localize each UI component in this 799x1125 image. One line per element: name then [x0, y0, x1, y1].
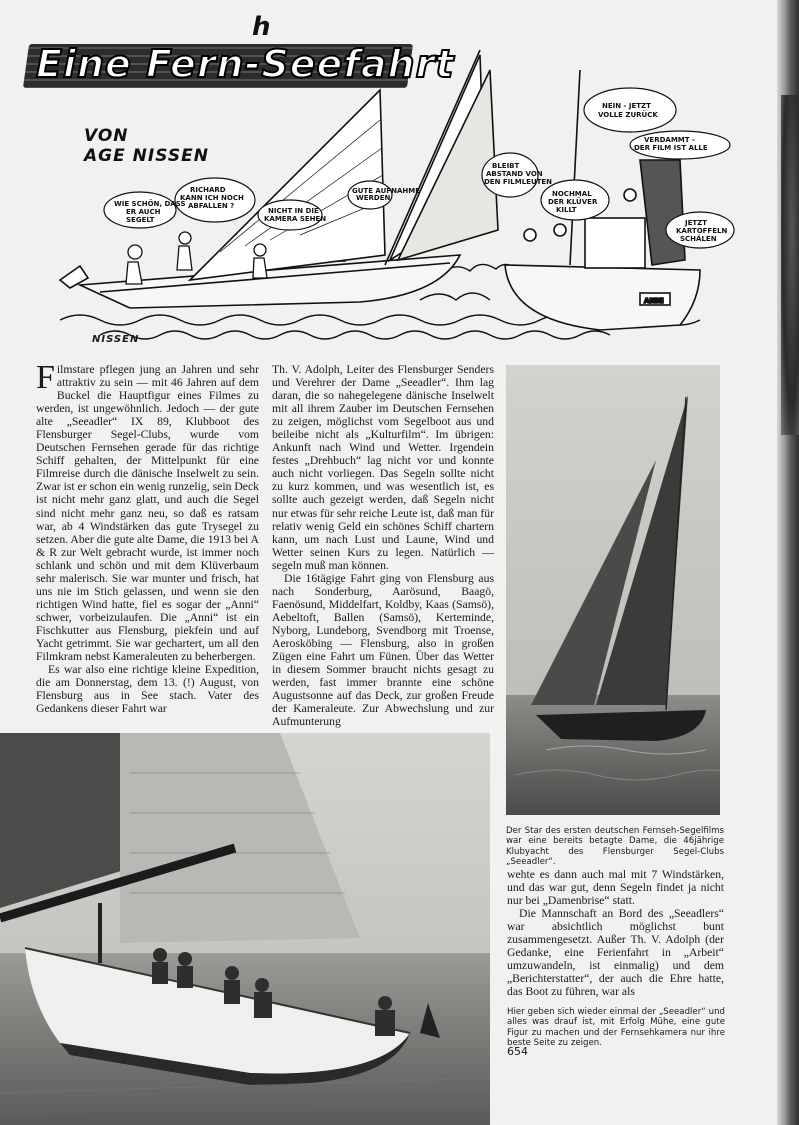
drop-cap: F: [36, 359, 55, 396]
paragraph: Die Mannschaft an Bord des „Seeadlers“ war absichtlich möglichst bunt zusammengesetzt. Außer Th. V. Adolph (der Gedanke, eine Ferienfahrt in „Arbeit“ umzuwandeln, ist einmalig) und dem „Berichterstatter“, der auch die Ehre hatte, das Boot zu führen, war als: [507, 907, 724, 999]
byline-von: VON: [84, 126, 129, 146]
paragraph: [36, 359, 259, 664]
cartoon-illustration: [40, 30, 740, 350]
svg-text:GUTE AUFNAHMEWERDEN: GUTE AUFNAHME WERDEN: [352, 187, 420, 202]
article-column-3: [507, 868, 724, 998]
paragraph: Es war also eine richtige kleine Expedition, die am Donnerstag, dem 13. (!) August, von Flensburg aus in See stach. Vater des Gedankens dieser Fahrt war: [36, 663, 259, 716]
page-number: 654: [507, 1045, 528, 1058]
svg-text:RICHARDKANN ICH NOCHABFALLEN ?: RICHARD KANN ICH NOCH ABFALLEN ?: [180, 186, 244, 210]
title-correction-letter: h: [252, 12, 271, 42]
photo-caption-1: Der Star des ersten deutschen Fernseh-Segelfilms war eine bereits betagte Dame, die 46jährige Klubyacht des Flensburger Segel-Clubs „Seeadler“.: [506, 826, 724, 868]
svg-text:VERDAMMT -DER FILM IST ALLE: VERDAMMT -DER FILM IST ALLE: [634, 136, 708, 152]
paragraph: wehte es dann auch mal mit 7 Windstärken, und das war gut, denn Segeln findet ja nicht nur bei „Damenbrise“ statt.: [507, 868, 724, 908]
cartoon-signature: NISSEN: [92, 334, 140, 345]
svg-text:NICHT IN DIEKAMERA SEHEN: NICHT IN DIE KAMERA SEHEN: [264, 207, 327, 223]
paragraph-text: ilmstare pflegen jung an Jahren und sehr attraktiv zu sein — mit 46 Jahren auf dem Buckel die Hauptfigur eines Filmes zu werden, ist ungewöhnlich. Jedoch — der gute alte „Seeadler“ IX 89, Klubboot des Flensburger Segel-Clubs, wurde vom Deutschen Fernsehen gerade für das richtige Schiff gehalten, der Mittelpunkt für eine Filmreise durch die dänische Inselwelt zu sein. Zwar ist er schon ein wenig runzelig, sein Deck ist nicht mehr ganz glatt, und auch die Segel sind nicht mehr ganz neu, so daß es ratsam war, ab 4 Windstärken das gute Trysegel zu setzen. Aber die gute alte Dame, die 1913 bei A & R zur Welt gebracht wurde, ist immer noch schlank und schön und mit dem Klüverbaum sehr malerisch. Sie war munter und frisch, hat uns nie im Stich gelassen, und wenn sie den richtigen Wind hatte, fiel es sogar der „Anni“ schwer, vorbeizulaufen. Die „Anni“ ist ein Fischkutter aus Flensburg, piekfein und auf Yacht getrimmt. Sie war gechartert, um all den Filmkram nebst Kameraleuten zu beherbergen.: [36, 363, 259, 664]
facing-page-edge: [777, 0, 799, 1125]
photo-seeadler-sailing: [506, 365, 720, 815]
svg-text:WIE SCHÖN, DASSER AUCHSEGELT: WIE SCHÖN, DASS ER AUCH SEGELT: [114, 200, 186, 224]
cartoon-boat-name: ANNI: [644, 297, 664, 305]
photo-seeadler-crew: [0, 733, 490, 1125]
paragraph: Die 16tägige Fahrt ging von Flensburg aus nach Sonderburg, Aarösund, Baagö, Faenösund, Middelfart, Koldby, Kaas (Samsö), Aebeltoft, Ballen (Samsö), Kerteminde, Nyborg, Lundeborg, Svendborg mit Troense, Aerosköbing — Flensburg, also in großen Zügen eine Fahrt um Fünen. Über das Wetter in diesem Sommer braucht nichts gesagt zu werden, fast immer brannte eine schöne Augustsonne auf das Deck, zur großen Freude der Kameraleute. Zur Abwechslung und zur Aufmunterung: [272, 571, 494, 729]
svg-text:NOCHMALDER KLÜVERKILLT: NOCHMAL DER KLÜVER KILLT: [548, 190, 598, 214]
svg-text:NEIN - JETZTVOLLE ZURÜCK: NEIN - JETZT VOLLE ZURÜCK: [598, 102, 658, 119]
cartoon-yacht: [60, 50, 498, 308]
svg-text:JETZTKARTOFFELNSCHÄLEN: JETZT KARTOFFELN SCHÄLEN: [676, 219, 728, 243]
svg-text:BLEIBTABSTAND VONDEN FILMLEUTE: BLEIBT ABSTAND VON DEN FILMLEUTEN: [484, 162, 553, 186]
photo-caption-2: Hier geben sich wieder einmal der „Seeadler“ und alles was drauf ist, mit Erfolg Mühe, eine gute Figur zu machen und der Fernsehkamera nur ihre beste Seite zu zeigen.: [507, 1007, 725, 1049]
paragraph: Th. V. Adolph, Leiter des Flensburger Senders und Verehrer der Dame „Seeadler“. Ihm lag daran, die so nahegelegene dänische Inselwelt mit all ihrem Zauber im Deutschen Fernsehen zu zeigen, möglichst vom Segelboot aus und beileibe nicht als „Kulturfilm“. Im übrigen: Ankunft nach Wind und Wetter. Irgendein festes „Drehbuch“ lag nicht vor und konnte auch nicht vorliegen. Das Segeln sollte nicht zu kurz kommen, und was wesentlich ist, es sollte auch gezeigt werden, daß Segeln nicht nur etwas für sehr reiche Leute ist, daß man für relativ wenig Geld ein schönes Schiff chartern kann, um nach Lust und Laune, Wind und Wetter seinen Kurs zu legen. Natürlich — segeln muß man können.: [272, 363, 494, 572]
byline-author: AGE NISSEN: [84, 146, 209, 166]
article-column-1: [36, 359, 259, 716]
article-column-2: [272, 363, 494, 728]
page-title: Eine Fern-Seefahrt: [36, 42, 455, 86]
facing-page-photo-fragment: [781, 95, 799, 435]
